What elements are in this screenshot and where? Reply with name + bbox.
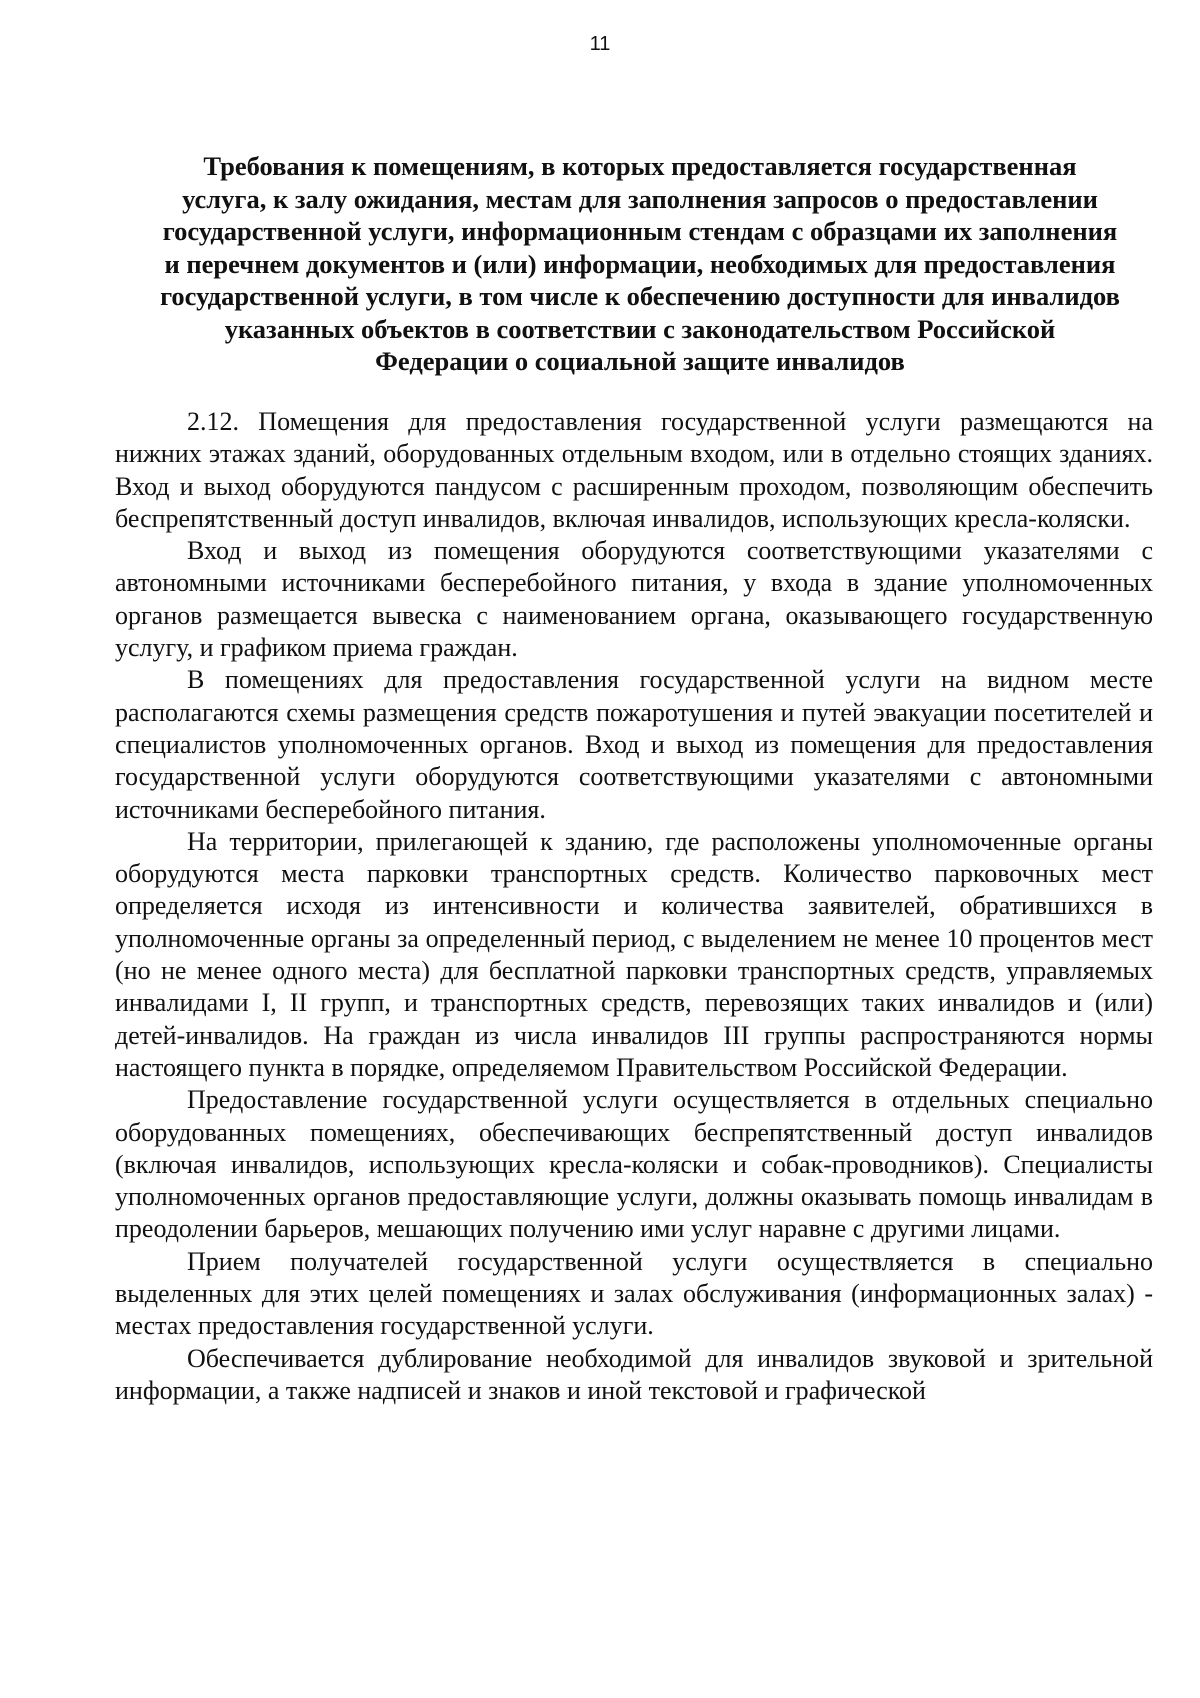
heading-line: Федерации о социальной защите инвалидов <box>375 346 905 376</box>
heading-line: Требования к помещениям, в которых предоставляется государственная <box>203 151 1077 181</box>
paragraph-entrance-signs: Вход и выход из помещения оборудуются соответствующими указателями с автономными источниками бесперебойного питания, у входа в здание уполномоченных органов размещается вывеска с наименованием органа, оказывающего государственную услугу, и графиком приема граждан. <box>115 536 1153 663</box>
heading-line: и перечнем документов и (или) информации, необходимых для предоставления <box>164 248 1116 279</box>
heading-line: указанных объектов в соответствии с законодательством Российской <box>224 313 1056 344</box>
heading-line: услуга, к залу ожидания, местам для заполнения запросов о предоставлении <box>182 183 1098 214</box>
paragraph-reception: Прием получателей государственной услуги осуществляется в специально выделенных для этих целей помещениях и залах обслуживания (информационных залах) - местах предоставления государственной услуги. <box>115 1246 1153 1341</box>
heading-line: государственной услуги, в том числе к обеспечению доступности для инвалидов <box>160 281 1120 311</box>
paragraph-evacuation-schemes: В помещениях для предоставления государственной услуги на видном месте располагаются схемы размещения средств пожаротушения и путей эвакуации посетителей и специалистов уполномоченных органов. Вход и выход из помещения для предоставления государственной услуги оборудуются соответствующими указателями с автономными источниками бесперебойного питания. <box>115 665 1153 824</box>
body-text <box>115 406 1153 1407</box>
paragraph-parking: На территории, прилегающей к зданию, где расположены уполномоченные органы оборудуются места парковки транспортных средств. Количество парковочных мест определяется исходя из интенсивности и количества заявителей, обратившихся в уполномоченные органы за определенный период, с выделением не менее 10 процентов мест (но не менее одного места) для бесплатной парковки транспортных средств, управляемых инвалидами I, II групп, и транспортных средств, перевозящих таких инвалидов и (или) детей-инвалидов. На граждан из числа инвалидов III группы распространяются нормы настоящего пункта в порядке, определяемом Правительством Российской Федерации. <box>115 826 1153 1082</box>
heading-line: государственной услуги, информационным стендам с образцами их заполнения <box>162 216 1118 246</box>
page-number: 11 <box>589 33 611 55</box>
section-heading <box>110 150 1170 378</box>
paragraph-2-12: 2.12. Помещения для предоставления государственной услуги размещаются на нижних этажах зданий, оборудованных отдельным входом, или в отдельно стоящих зданиях. Вход и выход оборудуются пандусом с расширенным проходом, позволяющим обеспечить беспрепятственный доступ инвалидов, включая инвалидов, использующих кресла-коляски. <box>115 407 1153 533</box>
paragraph-accessibility: Предоставление государственной услуги осуществляется в отдельных специально оборудованных помещениях, обеспечивающих беспрепятственный доступ инвалидов (включая инвалидов, использующих кресла-коляски и собак-проводников). Специалисты уполномоченных органов предоставляющие услуги, должны оказывать помощь инвалидам в преодолении барьеров, мешающих получению ими услуг наравне с другими лицами. <box>115 1085 1153 1244</box>
paragraph-duplication: Обеспечивается дублирование необходимой для инвалидов звуковой и зрительной информации, а также надписей и знаков и иной текстовой и графической <box>115 1343 1153 1405</box>
